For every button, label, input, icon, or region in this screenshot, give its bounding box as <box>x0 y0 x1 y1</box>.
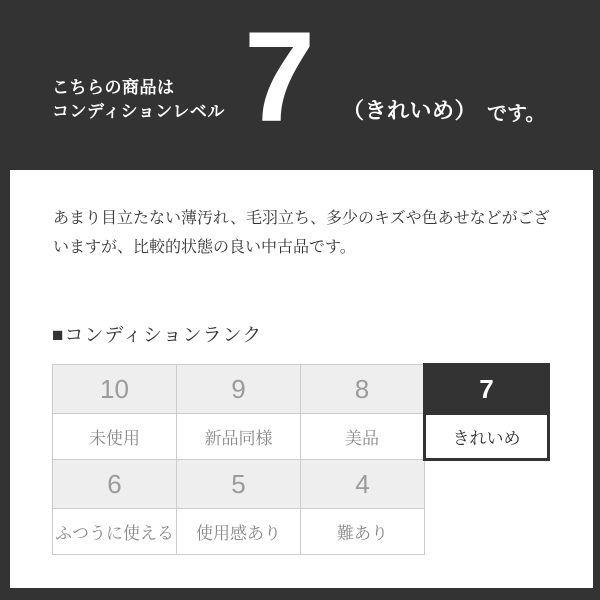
rank-label-10: 未使用 <box>53 414 177 460</box>
rank-label-row-top <box>53 414 549 460</box>
condition-level-label: （きれいめ） <box>342 98 478 123</box>
rank-label-5: 使用感あり <box>177 509 301 555</box>
rank-label-9: 新品同様 <box>177 414 301 460</box>
condition-description: あまり目立たない薄汚れ、毛羽立ち、多少のキズや色あせなどがございますが、比較的状態の良い中古品です。 <box>53 210 550 256</box>
condition-rank-table <box>52 363 550 555</box>
rank-cell-7-selected: 7 <box>425 365 549 414</box>
rank-label-8: 美品 <box>301 414 425 460</box>
rank-cell-empty <box>425 460 549 509</box>
header-intro-line2: コンディションレベル <box>52 102 225 121</box>
content-panel <box>10 170 593 588</box>
rank-cell-10: 10 <box>53 365 177 414</box>
rank-label-empty <box>425 509 549 555</box>
condition-header <box>0 0 600 170</box>
condition-level-suffix: です。 <box>487 103 546 125</box>
rank-cell-9: 9 <box>177 365 301 414</box>
header-intro-line1: こちらの商品は <box>52 78 175 97</box>
rank-number-row-bottom <box>53 460 549 509</box>
condition-level-number: 7 <box>244 6 314 149</box>
rank-label-4: 難あり <box>301 509 425 555</box>
rank-label-7-selected: きれいめ <box>425 414 549 460</box>
rank-cell-5: 5 <box>177 460 301 509</box>
section-title: ■コンディションランク <box>52 325 263 346</box>
rank-cell-6: 6 <box>53 460 177 509</box>
rank-label-row-bottom <box>53 509 549 555</box>
rank-number-row-top <box>53 365 549 414</box>
header-intro-text <box>52 76 225 124</box>
rank-cell-4: 4 <box>301 460 425 509</box>
rank-cell-8: 8 <box>301 365 425 414</box>
rank-label-6: ふつうに使える <box>53 509 177 555</box>
